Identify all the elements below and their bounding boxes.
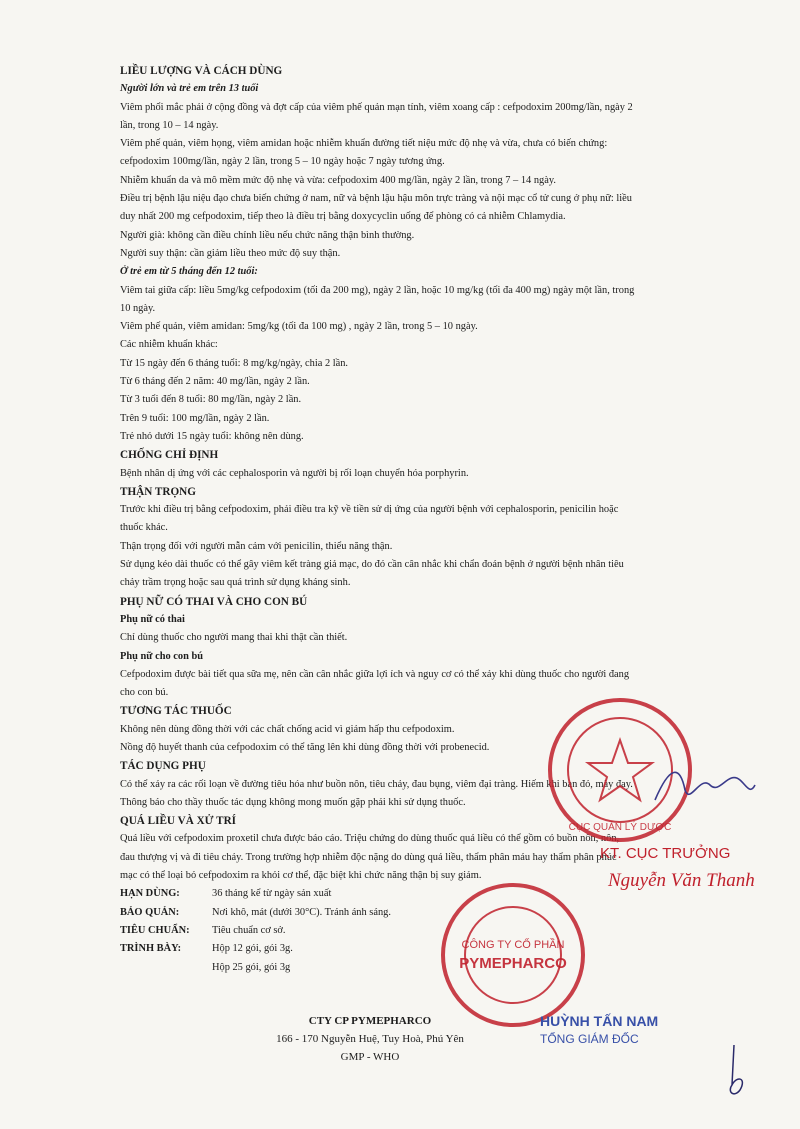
text-line: mạc có thể loại bỏ cefpodoxim ra khỏi cơ thể, đặc biệt khi chức năng thận bị suy giảm.: [120, 870, 482, 882]
text-line: đau thượng vị và đi tiêu chảy. Trong trường hợp nhiễm độc nặng do dùng quá liều, thẩm phân máu hay thẩm phân phúc: [120, 851, 617, 863]
adult-dosage-subheading: Người lớn và trẻ em trên 13 tuổi: [120, 83, 259, 95]
text-line: lần, trong 10 – 14 ngày.: [120, 119, 219, 131]
spec-value: 36 tháng kể từ ngày sản xuất: [212, 888, 332, 900]
text-line: Viêm phế quản, viêm amidan: 5mg/kg (tối đa 100 mg) , ngày 2 lần, trong 5 – 10 ngày.: [120, 321, 478, 333]
side-effects-heading: TÁC DỤNG PHỤ: [120, 760, 206, 773]
company-signer: HUỲNH TẤN NAM: [540, 1013, 659, 1029]
text-line: Viêm phổi mắc phải ở cộng đồng và đợt cấp của viêm phế quản mạn tính, viêm xoang cấp : cefpodoxim 200mg/lần, ngày 2: [120, 101, 633, 113]
text-line: Nhiễm khuẩn da và mô mềm mức độ nhẹ và vừa: cefpodoxim 400 mg/lần, ngày 2 lần, trong 7 – 14 ngày.: [120, 174, 556, 186]
child-dosage-subheading: Ở trẻ em từ 5 tháng đến 12 tuổi:: [120, 266, 258, 278]
text-line: Chỉ dùng thuốc cho người mang thai khi thật cần thiết.: [120, 632, 348, 644]
text-line: Từ 3 tuổi đến 8 tuổi: 80 mg/lần, ngày 2 lần.: [120, 394, 302, 406]
adult-dosage-text: [120, 99, 702, 264]
text-line: Có thể xảy ra các rối loạn về đường tiêu hóa như buồn nôn, tiêu chảy, đau bụng, viêm đại tràng. Hiếm khi ban đỏ, mày đay.: [120, 778, 633, 790]
text-line: Thận trọng đối với người mẫn cảm với penicilin, thiểu năng thận.: [120, 540, 393, 552]
spec-value: Nơi khô, mát (dưới 30°C). Tránh ánh sáng.: [212, 906, 391, 918]
text-line: Viêm tai giữa cấp: liều 5mg/kg cefpodoxim (tối đa 200 mg), ngày 2 lần, hoặc 10 mg/kg (tối đa 400 mg) ngày một lần, trong: [120, 284, 635, 296]
department-signature: [650, 755, 760, 815]
svg-text:CỤC QUẢN LÝ DƯỢC: CỤC QUẢN LÝ DƯỢC: [568, 822, 672, 833]
contraindications-heading: CHỐNG CHỈ ĐỊNH: [120, 449, 219, 462]
product-specs: [120, 885, 702, 976]
spec-label: [120, 959, 212, 977]
spec-row: [120, 959, 702, 977]
spec-row: [120, 922, 702, 940]
interactions-heading: TƯƠNG TÁC THUỐC: [120, 705, 232, 718]
text-line: Không nên dùng đồng thời với các chất chống acid vì giảm hấp thu cefpodoxim.: [120, 723, 455, 735]
text-line: duy nhất 200 mg cefpodoxim, tiếp theo là điều trị bằng doxycyclin uống để phòng có cả nhiễm Chlamydia.: [120, 211, 566, 223]
initials-mark: [722, 1040, 752, 1100]
spec-label: TIÊU CHUẨN:: [120, 924, 190, 936]
text-line: cefpodoxim 100mg/lần, ngày 2 lần, trong 5 – 10 ngày hoặc 7 ngày tương ứng.: [120, 156, 445, 168]
text-line: Từ 6 tháng đến 2 năm: 40 mg/lần, ngày 2 lần.: [120, 376, 310, 388]
company-name: CTY CP PYMEPHARCO: [308, 1015, 432, 1027]
nursing-subheading: Phụ nữ cho con bú: [120, 650, 204, 662]
company-address: 166 - 170 Nguyễn Huệ, Tuy Hoà, Phú Yên: [276, 1033, 464, 1045]
pregnant-subheading: Phụ nữ có thai: [120, 613, 185, 625]
text-line: Quá liều với cefpodoxim proxetil chưa được báo cáo. Triệu chứng do dùng thuốc quá liều có thể gồm có buồn nôn, nôn,: [120, 833, 620, 845]
spec-value: Hộp 12 gói, gói 3g.: [212, 943, 293, 955]
svg-text:PYMEPHARCO: PYMEPHARCO: [459, 955, 567, 972]
spec-value: Hộp 25 gói, gói 3g: [212, 961, 291, 973]
precautions-text: [120, 501, 702, 592]
text-line: cho con bú.: [120, 687, 169, 699]
text-line: Cefpodoxim được bài tiết qua sữa mẹ, nên cần cân nhắc giữa lợi ích và nguy cơ có thể xảy khi dùng thuốc cho người đang: [120, 668, 630, 680]
spec-value: Tiêu chuẩn cơ sở.: [212, 924, 286, 936]
spec-label: TRÌNH BÀY:: [120, 943, 182, 955]
text-line: Người suy thận: cần giảm liều theo mức độ suy thận.: [120, 247, 341, 259]
text-line: Các nhiễm khuẩn khác:: [120, 339, 218, 351]
text-line: Điều trị bệnh lậu niệu đạo chưa biến chứng ở nam, nữ và bệnh lậu hậu môn trực tràng và nội mạc cổ tử cung ở phụ nữ: liều: [120, 193, 632, 205]
overdose-heading: QUÁ LIỀU VÀ XỬ TRÍ: [120, 815, 237, 828]
text-line: Người già: không cần điều chỉnh liều nếu chức năng thận bình thường.: [120, 229, 415, 241]
spec-row: [120, 940, 702, 958]
text-line: Viêm phế quản, viêm họng, viêm amidan hoặc nhiễm khuẩn đường tiết niệu mức độ nhẹ và vừa, chưa có biến chứng:: [120, 138, 608, 150]
child-dosage-text: [120, 282, 702, 447]
text-line: Từ 15 ngày đến 6 tháng tuổi: 8 mg/kg/ngày, chia 2 lần.: [120, 357, 349, 369]
text-line: Bệnh nhân dị ứng với các cephalosporin và người bị rối loạn chuyển hóa porphyrin.: [120, 467, 469, 479]
text-line: Thông báo cho thầy thuốc tác dụng không mong muốn gặp phải khi sử dụng thuốc.: [120, 796, 466, 808]
spec-label: BẢO QUẢN:: [120, 906, 180, 918]
text-line: Trên 9 tuổi: 100 mg/lần, ngày 2 lần.: [120, 412, 270, 424]
spec-label: HẠN DÙNG:: [120, 888, 180, 900]
pregnant-text: [120, 629, 702, 647]
spec-row: [120, 904, 702, 922]
text-line: chảy trầm trọng hoặc sau quá trình sử dụng kháng sinh.: [120, 577, 351, 589]
svg-text:CÔNG TY CỔ PHẦN: CÔNG TY CỔ PHẦN: [461, 939, 565, 951]
pregnancy-heading: PHỤ NỮ CÓ THAI VÀ CHO CON BÚ: [120, 595, 308, 608]
text-line: 10 ngày.: [120, 302, 156, 314]
text-line: thuốc khác.: [120, 522, 168, 534]
text-line: Nồng độ huyết thanh của cefpodoxim có thể tăng lên khi dùng đồng thời với probenecid.: [120, 741, 490, 753]
company-seal: [438, 880, 588, 1030]
text-line: Trẻ nhỏ dưới 15 ngày tuổi: không nên dùng.: [120, 430, 304, 442]
department-signer: Nguyễn Văn Thanh: [608, 870, 755, 891]
text-line: Sử dụng kéo dài thuốc có thể gây viêm kết tràng giả mạc, do đó cần cân nhắc khi chẩn đoán bệnh ở người bệnh nhân tiêu: [120, 559, 624, 571]
company-signer-title: TỔNG GIÁM ĐỐC: [540, 1032, 639, 1046]
gmp-certification: GMP - WHO: [340, 1051, 400, 1063]
text-line: Trước khi điều trị bằng cefpodoxim, phải điều tra kỹ về tiền sử dị ứng của người bệnh với cephalosporin, penicilin hoặc: [120, 504, 619, 516]
contraindications-text: [120, 465, 702, 483]
precautions-heading: THẬN TRỌNG: [120, 485, 196, 498]
department-title: KT. CỤC TRƯỞNG: [600, 845, 731, 862]
dosage-heading: LIỀU LƯỢNG VÀ CÁCH DÙNG: [120, 65, 283, 77]
